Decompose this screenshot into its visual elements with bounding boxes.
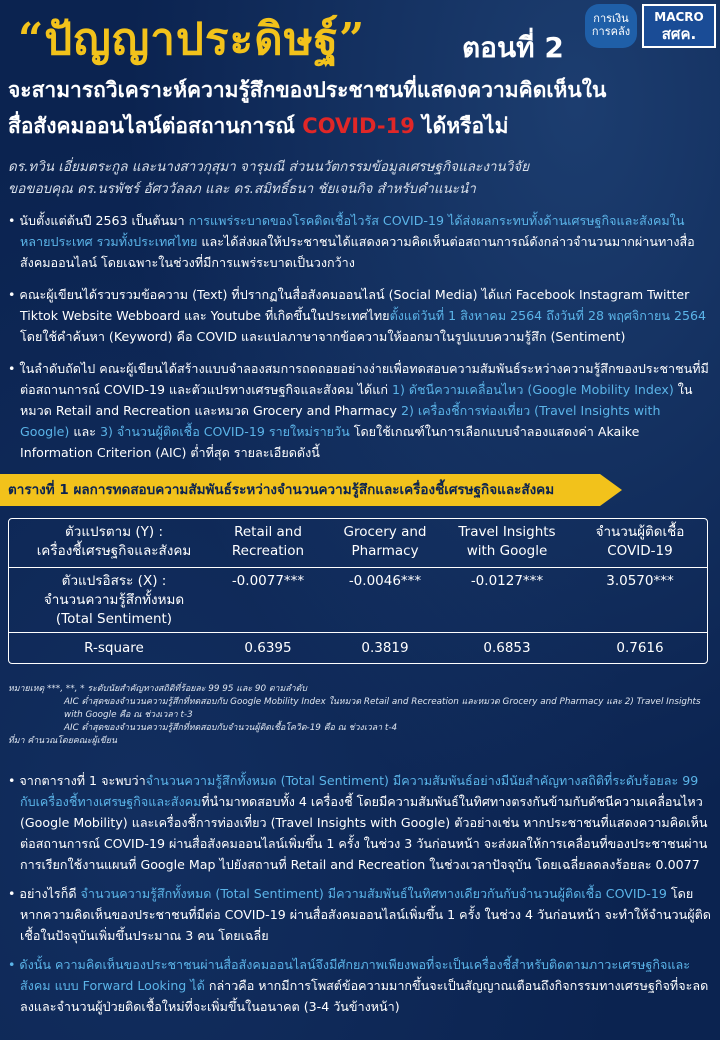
bullet-2: [8, 284, 712, 347]
table-cell: -0.0046***: [348, 573, 422, 589]
table-divider: [8, 632, 708, 633]
bullet-highlight: 1) ดัชนีความเคลื่อนไหว (Google Mobility Index): [391, 382, 674, 397]
column-header-line: Travel Insights: [458, 524, 556, 540]
bullet-highlight: จำนวนความรู้สึกทั้งหมด (Total Sentiment) มีความสัมพันธ์ในทิศทางเดียวกันกับจำนวนผู้ติดเชื้อ COVID-19: [80, 886, 667, 901]
bullet-text: • อย่างไรก็ดี: [8, 886, 81, 901]
intro-bullets: [8, 210, 712, 474]
findings-bullets: [8, 770, 712, 1025]
note-line: AIC ต่ำสุดของจำนวนความรู้สึกที่ทดสอบกับจำนวนผู้ติดเชื้อโควิด-19 คือ ณ ช่วงเวลา t-4: [64, 723, 398, 733]
bullet-highlight: • ดังนั้น ความคิดเห็นของประชาชนผ่านสื่อสังคมออนไลน์จึงมีศักยภาพเพียงพอที่จะเป็นเครื่องชี้สำหรับติดตามภาวะเศรษฐกิจและสังคม แบบ Forward Looking ได้: [8, 957, 691, 993]
column-header: [444, 523, 570, 561]
table-cell: 0.6853: [483, 640, 531, 656]
bullet-highlight: จำนวนความรู้สึกทั้งหมด (Total Sentiment) มีความสัมพันธ์อย่างมีนัยสำคัญทางสถิติที่ระดับร้อยละ 99 กับเครื่องชี้ทางเศรษฐกิจและสังคม: [20, 773, 699, 809]
bullet-text: และ: [69, 424, 100, 439]
bullet-text: โดยหากความคิดเห็นของประชาชนที่มีต่อ COVID-19 ผ่านสื่อสังคมออนไลน์เพิ่มขึ้น 1 ครั้ง ในช่วง 4 วันก่อนหน้า จะทำให้จำนวนผู้ติดเชื้อในปัจจุบันเพิ่มขึ้นประมาณ 3 คน โดยเฉลี่ย: [20, 886, 711, 943]
authors-line1: ดร.ทวิน เอี่ยมตระกูล และนางสาวกุสุมา จารุมณี ส่วนนวัตกรรมข้อมูลเศรษฐกิจและงานวิจัย: [8, 159, 530, 175]
column-header-line: Recreation: [231, 543, 305, 559]
bullet-highlight: 3) จำนวนผู้ติดเชื้อ COVID-19 รายใหม่รายวัน: [99, 424, 350, 439]
note-source: ที่มา คำนวณโดยคณะผู้เขียน: [8, 736, 117, 746]
row-label: R-square: [84, 640, 144, 656]
macro-logo-bottom: สศค.: [661, 25, 697, 43]
caption-arrow: [600, 474, 622, 506]
page-title: “ปัญญาประดิษฐ์”: [18, 14, 366, 65]
row-label-line: (Total Sentiment): [55, 611, 173, 627]
table-cell: 0.6395: [244, 640, 292, 656]
row-label-line: จำนวนความรู้สึกทั้งหมด: [43, 592, 185, 608]
subtitle: [8, 72, 714, 144]
row-label: [14, 572, 214, 629]
note-line: หมายเหตุ ***, **, * ระดับนัยสำคัญทางสถิติที่ร้อยละ 99 95 และ 90 ตามลำดับ: [8, 684, 307, 694]
subtitle-text: สื่อสังคมออนไลน์ต่อสถานการณ์: [8, 114, 303, 138]
fiscal-logo: การเงิน การคลัง: [585, 4, 637, 48]
bullet-text: • นับตั้งแต่ต้นปี 2563 เป็นต้นมา: [8, 213, 189, 228]
bullet-text: ที่นำมาทดสอบทั้ง 4 เครื่องชี้ โดยมีความสัมพันธ์ในทิศทางตรงกันข้ามกับดัชนีความเคลื่อนไหว (Google Mobility) และเครื่องชี้การท่องเที่ยว (Travel Insights with Google) ตัวอย่างเช่น หากประชาชนที่แสดงความคิดเห็นต่อสถานการณ์ COVID-19 ผ่านสื่อสังคมออนไลน์เพิ่มขึ้น 1 ครั้ง ในช่วง 3 วันก่อนหน้า จะส่งผลให้การเคลื่อนที่ของประชาชนผ่านการเรียกใช้งานแผนที่ Google Map ไปยังสถานที่ Retail and Recreation ในช่วงเวลาปัจจุบัน โดยเฉลี่ยลดลงร้อยละ 0.0077: [20, 794, 708, 872]
subtitle-line2: [8, 108, 714, 144]
table-cell: 0.3819: [361, 640, 409, 656]
row-label-line: ตัวแปรอิสระ (X) :: [61, 573, 167, 589]
table-cell: 3.0570***: [606, 573, 674, 589]
episode-label: ตอนที่ 2: [462, 31, 564, 64]
note-line: AIC ต่ำสุดของจำนวนความรู้สึกที่ทดสอบกับ Google Mobility Index ในหมวด Retail and Recreation และหมวด Grocery and Pharmacy และ 2) Travel Insights with Google คือ ณ ช่วงเวลา t-3: [64, 697, 701, 720]
column-header-line: จำนวนผู้ติดเชื้อ: [595, 524, 685, 540]
bullet-1: [8, 210, 712, 273]
table-cell: -0.0077***: [231, 573, 305, 589]
macro-logo-top: MACRO: [654, 10, 704, 24]
finding-3: [8, 954, 712, 1017]
column-header-line: COVID-19: [607, 543, 673, 559]
finding-2: [8, 883, 712, 946]
subtitle-end: ได้หรือไม่: [414, 114, 509, 138]
authors: [8, 156, 714, 200]
bullet-text: • จากตารางที่ 1 จะพบว่า: [8, 773, 146, 788]
bullet-highlight: การแพร่ระบาดของโรคติดเชื้อไวรัส COVID-19 ได้ส่งผลกระทบทั้งด้านเศรษฐกิจและสังคมในหลายประเทศ รวมทั้งประเทศไทย: [20, 213, 685, 249]
table-corner: [14, 523, 214, 561]
column-header: [580, 523, 700, 561]
corner-line: ตัวแปรตาม (Y) :: [64, 524, 164, 540]
authors-line2: ขอขอบคุณ ดร.นรพัชร์ อัศววัลลภ และ ดร.สมิทธิ์ธนา ชัยเจนกิจ สำหรับคำแนะนำ: [8, 181, 476, 197]
corner-line: เครื่องชี้เศรษฐกิจและสังคม: [36, 543, 192, 559]
table-cell: -0.0127***: [470, 573, 544, 589]
column-header-line: Retail and: [234, 524, 302, 540]
column-header-line: Pharmacy: [351, 543, 419, 559]
bullet-text: โดยใช้เกณฑ์ในการเลือกแบบจำลองแสดงค่า Akaike Information Criterion (AIC) ต่ำที่สุด รายละเอียดดังนี้: [20, 424, 640, 460]
column-header: [326, 523, 444, 561]
table-notes: [8, 683, 714, 748]
bullet-highlight: 2) เครื่องชี้การท่องเที่ยว (Travel Insights with Google): [20, 403, 661, 439]
table-cell: 0.7616: [616, 640, 664, 656]
column-header: [214, 523, 322, 561]
bullet-text: • ในลำดับถัดไป คณะผู้เขียนได้สร้างแบบจำลองสมการถดถอยอย่างง่ายเพื่อทดสอบความสัมพันธ์ระหว่างความรู้สึกของประชาชนที่มีต่อสถานการณ์ COVID-19 และตัวแปรทางเศรษฐกิจและสังคม ได้แก่: [8, 361, 709, 397]
column-header-line: with Google: [466, 543, 548, 559]
subtitle-line1: จะสามารถวิเคราะห์ความรู้สึกของประชาชนที่แสดงความคิดเห็นใน: [8, 78, 607, 102]
bullet-text: กล่าวคือ หากมีการโพสต์ข้อความมากขึ้นจะเป็นสัญญาณเตือนถึงกิจกรรมทางเศรษฐกิจที่จะลดลงและจำนวนผู้ป่วยติดเชื้อใหม่ที่จะเพิ่มขึ้นในอนาคต (3-4 วันข้างหน้า): [20, 978, 709, 1014]
table-divider: [8, 567, 708, 568]
bullet-text: ในหมวด Retail and Recreation และหมวด Grocery and Pharmacy: [20, 382, 693, 418]
covid-label: COVID-19: [302, 114, 415, 138]
table-caption: ตารางที่ 1 ผลการทดสอบความสัมพันธ์ระหว่างจำนวนความรู้สึกและเครื่องชี้เศรษฐกิจและสังคม: [0, 474, 600, 506]
bullet-text: และได้ส่งผลให้ประชาชนได้แสดงความคิดเห็นต่อสถานการณ์ดังกล่าวจำนวนมากผ่านทางสื่อสังคมออนไลน์ โดยเฉพาะในช่วงที่มีการแพร่ระบาดเป็นวงกว้าง: [20, 234, 695, 270]
bullet-highlight: ตั้งแต่วันที่ 1 สิงหาคม 2564 ถึงวันที่ 28 พฤศจิกายน 2564: [389, 308, 707, 323]
bullet-3: [8, 358, 712, 463]
bullet-text: โดยใช้คำค้นหา (Keyword) คือ COVID และแปลภาษาจากข้อความให้ออกมาในรูปแบบความรู้สึก (Sentiment): [20, 329, 626, 344]
column-header-line: Grocery and: [343, 524, 427, 540]
bullet-text: • คณะผู้เขียนได้รวบรวมข้อความ (Text) ที่ปรากฏในสื่อสังคมออนไลน์ (Social Media) ได้แก่ Facebook Instagram Twitter Tiktok Website Webboard และ Youtube ที่เกิดขึ้นในประเทศไทย: [8, 287, 690, 323]
finding-1: [8, 770, 712, 875]
macro-logo: [642, 4, 716, 48]
